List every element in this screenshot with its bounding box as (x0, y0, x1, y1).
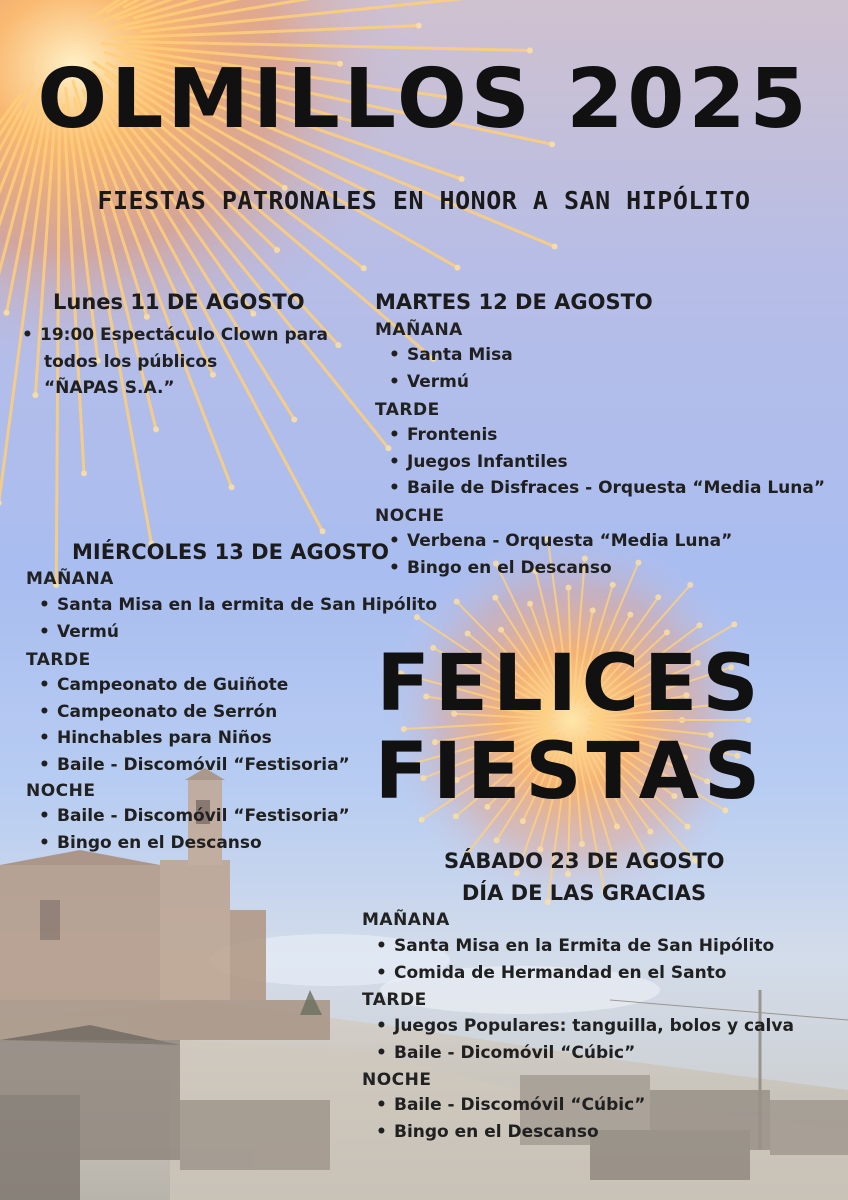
list-item: • Santa Misa en la ermita de San Hipólito (37, 592, 437, 619)
list-item: • Bingo en el Descanso (374, 1119, 645, 1146)
firework-spark (153, 426, 159, 432)
list-item: • Santa Misa en la Ermita de San Hipólito (374, 933, 774, 960)
section-label-manana: MAÑANA (26, 569, 114, 589)
firework-spark (465, 630, 471, 636)
firework-spark (590, 607, 596, 613)
firework-spark (627, 612, 633, 618)
firework-spark (4, 310, 10, 316)
firework-spark (731, 621, 737, 627)
day-title-lunes: Lunes 11 DE AGOSTO (53, 290, 305, 314)
list-sabado-manana (374, 933, 774, 986)
firework-spark (492, 595, 498, 601)
firework-spark (610, 582, 616, 588)
list-item: • Juegos Populares: tanguilla, bolos y calva (374, 1013, 794, 1040)
firework-spark (498, 627, 504, 633)
firework-spark (454, 599, 460, 605)
day-subtitle-sabado: DÍA DE LAS GRACIAS (461, 881, 707, 905)
poster-title: OLMILLOS 2025 (37, 52, 811, 147)
firework-spark (655, 594, 661, 600)
list-item: • Hinchables para Niños (37, 725, 350, 752)
firework-spark (361, 265, 367, 271)
firework-spark (494, 837, 500, 843)
section-label-noche: NOCHE (362, 1070, 432, 1090)
list-item: • Verbena - Orquesta “Media Luna” (387, 528, 732, 555)
list-item-continuation: todos los públicos (44, 351, 218, 372)
list-miercoles-noche (37, 803, 350, 856)
section-label-noche: NOCHE (375, 506, 445, 526)
list-item: • Comida de Hermandad en el Santo (374, 960, 774, 987)
section-label-manana: MAÑANA (362, 910, 450, 930)
list-item: • Campeonato de Guiñote (37, 672, 350, 699)
firework-spark (527, 601, 533, 607)
felices-fiestas-heading (360, 640, 780, 816)
list-miercoles-tarde (37, 672, 350, 778)
day-title-sabado: SÁBADO 23 DE AGOSTO (444, 849, 725, 873)
firework-spark (229, 484, 235, 490)
felices-line: FELICES (376, 639, 764, 729)
section-label-tarde: TARDE (375, 400, 440, 420)
list-item: • Juegos Infantiles (387, 449, 825, 476)
list-item: • Baile - Discomóvil “Cúbic” (374, 1092, 645, 1119)
list-item: • Baile de Disfraces - Orquesta “Media Luna” (387, 475, 825, 502)
section-label-noche: NOCHE (26, 781, 96, 801)
firework-spark (320, 528, 326, 534)
list-item: • Frontenis (387, 422, 825, 449)
list-item: • Bingo en el Descanso (37, 830, 350, 857)
firework-spark (685, 824, 691, 830)
firework-spark (565, 585, 571, 591)
firework-spark (696, 622, 702, 628)
day-title-martes: MARTES 12 DE AGOSTO (375, 290, 653, 314)
list-martes-tarde (387, 422, 825, 502)
list-sabado-noche (374, 1092, 645, 1145)
list-miercoles-manana (37, 592, 437, 645)
firework-spark (144, 314, 150, 320)
list-item: • Vermú (37, 619, 437, 646)
list-item: • 19:00 Espectáculo Clown para (20, 322, 328, 349)
firework-spark (274, 247, 280, 253)
firework-spark (687, 582, 693, 588)
firework-spark (647, 829, 653, 835)
list-sabado-tarde (374, 1013, 794, 1066)
firework-spark (459, 176, 465, 182)
firework-spark (419, 817, 425, 823)
poster-subtitle: FIESTAS PATRONALES EN HONOR A SAN HIPÓLITO (97, 186, 751, 215)
list-martes-manana (387, 342, 513, 395)
firework-spark (614, 824, 620, 830)
firework-spark (579, 841, 585, 847)
firework-spark (552, 244, 558, 250)
section-label-tarde: TARDE (26, 650, 91, 670)
list-item: • Vermú (387, 369, 513, 396)
firework-spark (416, 23, 422, 29)
list-martes-noche (387, 528, 732, 581)
firework-spark (664, 629, 670, 635)
firework-spark (81, 470, 87, 476)
section-label-tarde: TARDE (362, 990, 427, 1010)
day-title-miercoles: MIÉRCOLES 13 DE AGOSTO (72, 540, 389, 564)
firework-spark (520, 818, 526, 824)
section-label-manana: MAÑANA (375, 320, 463, 340)
list-item: • Baile - Dicomóvil “Cúbic” (374, 1040, 794, 1067)
list-lunes (20, 322, 328, 402)
firework-spark (335, 342, 341, 348)
list-item: • Campeonato de Serrón (37, 699, 350, 726)
list-item: • Santa Misa (387, 342, 513, 369)
firework-spark (291, 417, 297, 423)
list-item: • Bingo en el Descanso (387, 555, 732, 582)
list-item: • Baile - Discomóvil “Festisoria” (37, 803, 350, 830)
list-item: • Baile - Discomóvil “Festisoria” (37, 752, 350, 779)
list-item-continuation: “ÑAPAS S.A.” (44, 378, 175, 398)
firework-spark (454, 265, 460, 271)
fiestas-line: FIESTAS (374, 727, 766, 817)
